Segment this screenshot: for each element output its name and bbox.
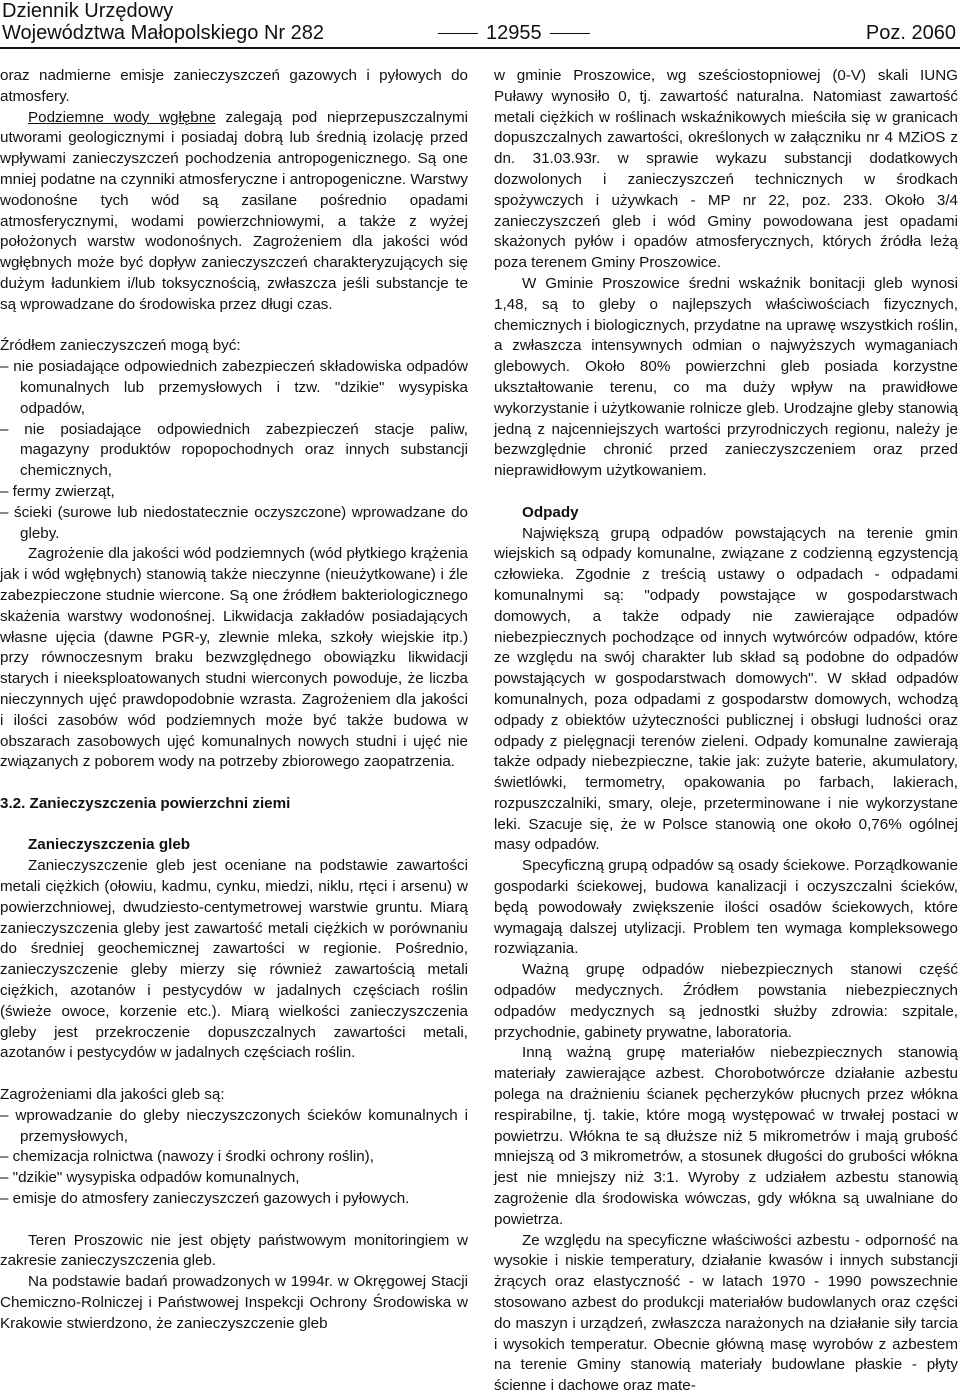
- list-item: – wprowadzanie do gleby nieczyszczonych ścieków komunalnych i przemysłowych,: [0, 1106, 468, 1148]
- paragraph: Na podstawie badań prowadzonych w 1994r. w Okręgowej Stacji Chemiczno-Rolniczej i Państwowej Inspekcji Ochrony Środowiska w Krakowie stwierdzono, że zanieczyszczenie gleb: [0, 1273, 468, 1332]
- threats-intro: Zagrożeniami dla jakości gleb są:: [0, 1086, 225, 1104]
- spacer: [0, 316, 468, 337]
- left-column: [0, 66, 468, 1335]
- spacer: [0, 1210, 468, 1231]
- paragraph: W Gminie Proszowice średni wskaźnik bonitacji gleb wynosi 1,48, są to gleby o najlepszych właściwościach fizycznych, chemicznych i biologicznych, przydatne na uprawę wszystkich roślin, a zwłaszcza intensywnych odmian o najwyższych wymaganiach glebowych. Około 80% powierzchni gleb posiada korzystne ukształtowanie terenu, co ma duży wpływ na prawidłowe wykorzystanie i użytkowanie rolnicze gleb. Urodzajne gleby stanowią jedną z najcenniejszych wartości przyrodniczych regionu, należy je bezwzględnie chronić przed zanieczyszczeniem oraz przed nieprawidłowym użytkowaniem.: [494, 274, 958, 480]
- page-number-value: 12955: [486, 22, 542, 44]
- list-item: – chemizacja rolnictwa (nawozy i środki ochrony roślin),: [0, 1147, 468, 1168]
- journal-title: Dziennik Urzędowy: [2, 0, 174, 22]
- spacer: [0, 773, 468, 794]
- underlined-term: Podziemne wody wgłębne: [28, 108, 216, 126]
- subheading: Zanieczyszczenia gleb: [28, 836, 191, 854]
- right-column: [494, 66, 958, 1397]
- paragraph: w gminie Proszowice, wg sześciostopniowej (0-V) skali IUNG Puławy wynosiło 0, tj. zawartość naturalna. Natomiast zawartość metali ciężkich w roślinach wskaźnikowych mieściła się w granicach dopuszczalnych zawartości, określonych w załączniku nr 4 MZiOS z dn. 31.03.93r. w sprawie wykazu substancji dodatkowych dozwolonych i zanieczyszczeń technicznych w środkach spożywczych i używkach - MP nr 22, poz. 233. Około 3/4 zanieczyszczeń gleb i wód Gminy powodowana jest opadami skażonych pyłów i opadów atmosferycznych, których źródła leżą poza terenem Gminy Proszowice.: [494, 67, 958, 272]
- paragraph: Specyficzną grupą odpadów są osady ściekowe. Porządkowanie gospodarki ściekowej, budowa kanalizacji i oczyszczalni ścieków, będą powodowały zwiększenie ilości osadów ściekowych, które wymagają dalszej utylizacji. Problem ten wymaga kompleksowego rozwiązania.: [494, 857, 958, 958]
- list-item: – nie posiadające odpowiednich zabezpieczeń stacje paliw, magazyny produktów ropopochodnych oraz innych substancji chemicznych,: [0, 420, 468, 482]
- paragraph: Inną ważną grupę materiałów niebezpiecznych stanowią materiały zawierające azbest. Chorobotwórcze działanie azbestu polega na drażnieniu ścianek pęcherzyków płucnych przez włókna respirabilne, tj. takie, które mogą występować w trwałej postaci w powietrzu. Włókna te są dłuższe niż 5 mikrometrów i mają grubość mniejszą od 3 mikrometrów, a stosunek długości do grubości włókna jest nie mniejszy niż 3:1. Wyroby z udziałem azbestu stanowią zagrożenie dla środowiska wówczas, gdy włókna są uwalniane do powietrza.: [494, 1044, 958, 1228]
- spacer: [494, 482, 958, 503]
- paragraph: oraz nadmierne emisje zanieczyszczeń gazowych i pyłowych do atmosfery.: [0, 67, 468, 105]
- page-number-dash-left: [438, 33, 478, 34]
- threats-list: [0, 1106, 468, 1210]
- position-number: Poz. 2060: [865, 22, 956, 44]
- spacer: [0, 815, 468, 836]
- page-number-dash-right: [550, 33, 590, 34]
- header-rule: [0, 47, 960, 49]
- page-number: [430, 22, 598, 44]
- list-item: – ścieki (surowe lub niedostatecznie oczyszczone) wprowadzane do gleby.: [0, 503, 468, 545]
- paragraph-text: zalegają pod nieprzepuszczalnymi utworami geologicznymi i posiadaj dobrą lub średnią izolację przed wpływami zanieczyszczeń pochodzenia antropogenicznego. Są one mniej podatne na czynniki atmosferyczne i antropogeniczne. Warstwy wodonośne tych wód są zasilane pośrednio opadami atmosferycznymi, wodami powierzchniowymi, a także z wyżej położonych warstw wodonośnych. Zagrożeniem dla jakości wód wgłębnych może być dopływ zanieczyszczeń charakteryzujących się dużym ładunkiem i/lub toksycznością, zwłaszcza jeśli substancje te są wprowadzane do środowiska przez długi czas.: [0, 108, 468, 313]
- sources-intro: Źródłem zanieczyszczeń mogą być:: [0, 337, 241, 355]
- list-item: – emisje do atmosfery zanieczyszczeń gazowych i pyłowych.: [0, 1189, 468, 1210]
- paragraph: Zanieczyszczenie gleb jest oceniane na podstawie zawartości metali ciężkich (ołowiu, kadmu, cynku, miedzi, niklu, rtęci i arsenu) w powierzchniowej, dwudziesto-centymetrowej warstwie gruntu. Miarą zanieczyszczenia gleby jest zawartość metali ciężkich w porównaniu do średniej geochemicznej zawartości w regionie. Pośrednio, zanieczyszczenie gleby mierzy się również zawartością metali ciężkich, azotanów i pestycydów w jadalnych częściach roślin (świeże owoce, korzenie etc.). Miarą wielkości zanieczyszczenia gleby jest przekroczenie dopuszczalnych zawartości metali, azotanów i pestycydów w jadalnych częściach roślin.: [0, 857, 468, 1062]
- spacer: [0, 1064, 468, 1085]
- paragraph: Teren Proszowic nie jest objęty państwowym monitoringiem w zakresie zanieczyszczenia gleb.: [0, 1231, 468, 1270]
- sources-list: [0, 357, 468, 544]
- section-heading-odpady: Odpady: [522, 503, 579, 521]
- journal-region: Województwa Małopolskiego Nr 282: [2, 22, 325, 44]
- paragraph: Największą grupą odpadów powstających na terenie gmin wiejskich są odpady komunalne, związane z codzienną egzystencją człowieka. Zgodnie z treścią ustawy o odpadach - odpadami komunalnymi są: "odpady powstające w gospodarstwach domowych, a także odpady nie zawierające odpadów niebezpiecznych pochodzące od innych wytwórców odpadów, które ze względu na swój charakter lub skład są podobne do odpadów powstających w gospodarstwach domowych". W skład odpadów komunalnych, poza odpadami z gospodarstw domowych, wchodzą odpady z obiektów użyteczności publicznej i obsługi ludności oraz odpady z pielęgnacji terenów zieleni. Odpady komunalne zawierają także odpady niebezpieczne, takie jak: zużyte baterie, akumulatory, świetlówki, termometry, opakowania po farbach, lakierach, rozpuszczalniki, smary, oleje, przeterminowane i nie wykorzystane leki. Szacuje się, że w Polsce stanowią one około 0,76% ogólnej masy odpadów.: [494, 524, 958, 854]
- list-item: – fermy zwierząt,: [0, 482, 468, 503]
- page-header: [0, 0, 960, 46]
- paragraph: Zagrożenie dla jakości wód podziemnych (wód płytkiego krążenia jak i wód wgłębnych) stanowią także nieczynne (nieużytkowane) i źle zabezpieczone studnie wiercone. Są one źródłem bakteriologicznego skażenia warstwy wodonośnej. Likwidacja zakładów posiadających własne ujęcia (dawne PGR-y, zlewnie mleka, szkoły wiejskie itp.) przy równoczesnym braku bezwzględnego obowiązku likwidacji starych i nieeksploatowanych studni wierconych powoduje, że liczba nieczynnych ujęć prawdopodobnie wzrasta. Zagrożeniem dla jakości i ilości zasobów wód podziemnych może być także budowa w obszarach zasobowych ujęć komunalnych nowych studni i ujęć nie związanych z poborem wody na potrzeby zbiorowego zaopatrzenia.: [0, 545, 468, 771]
- list-item: – "dzikie" wysypiska odpadów komunalnych,: [0, 1168, 468, 1189]
- paragraph-groundwater: [0, 108, 468, 316]
- paragraph: Ważną grupę odpadów niebezpiecznych stanowi część odpadów medycznych. Źródłem powstania niebezpiecznych odpadów medycznych są jednostki służby zdrowia: szpitale, przychodnie, gabinety prywatne, laboratoria.: [494, 961, 958, 1041]
- list-item: – nie posiadające odpowiednich zabezpieczeń składowiska odpadów komunalnych lub przemysłowych i tzw. "dzikie" wysypiska odpadów,: [0, 357, 468, 419]
- paragraph: Ze względu na specyficzne właściwości azbestu - odporność na wysokie i niskie temperatury, działanie kwasów i innych substancji żrących oraz elastyczność - w latach 1970 - 1990 powszechnie stosowano azbest do produkcji materiałów budowlanych oraz części do maszyn i urządzeń, zwłaszcza narażonych na działanie siły tarcia i wysokich temperatur. Obecnie główną masę wyrobów z azbestem na terenie Gminy stanowią materiały budowlane płaskie - płyty ścienne i dachowe oraz mate-: [494, 1231, 958, 1395]
- section-heading: 3.2. Zanieczyszczenia powierzchni ziemi: [0, 794, 291, 812]
